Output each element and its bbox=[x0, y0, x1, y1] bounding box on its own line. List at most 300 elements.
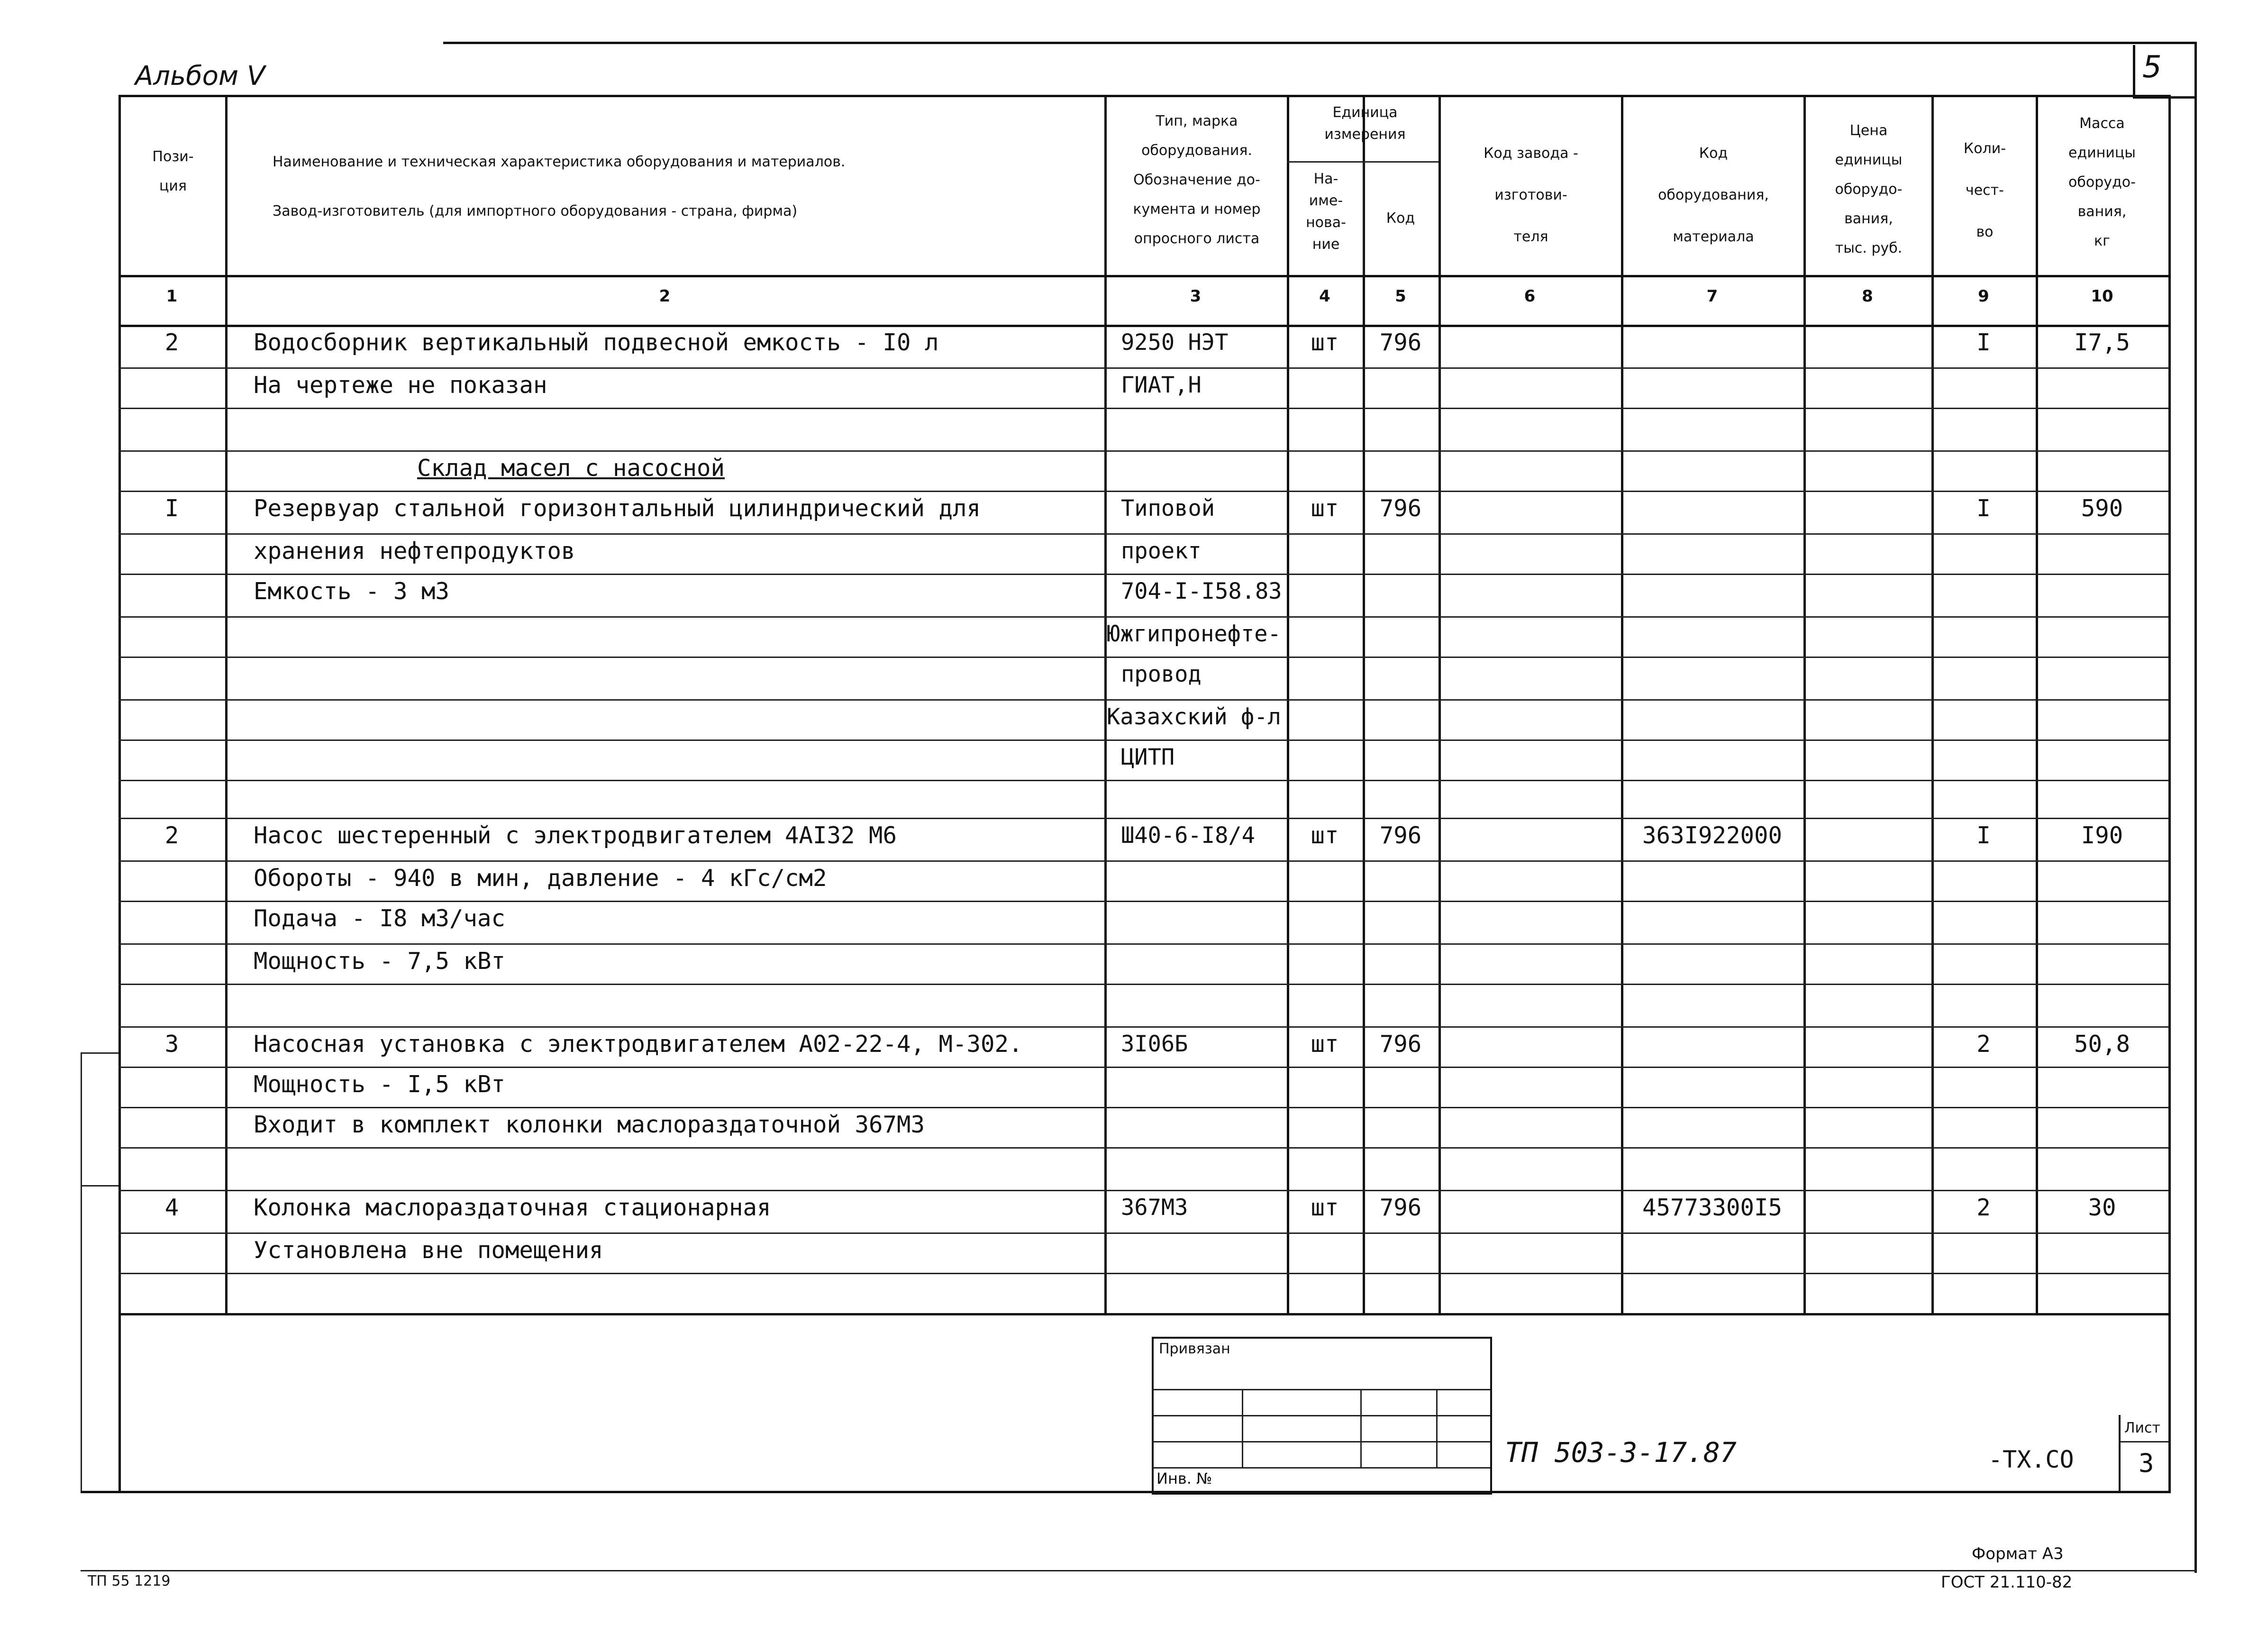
row-12-price bbox=[1803, 821, 1931, 864]
row-8-eq bbox=[1621, 660, 1803, 703]
row-2-unit bbox=[1287, 411, 1363, 454]
row-0-name: Водосборник вертикальный подвесной емкость - I0 л bbox=[254, 329, 939, 356]
row-7-unit bbox=[1287, 620, 1363, 660]
row-22-unit bbox=[1287, 1236, 1363, 1277]
row-9-qty bbox=[1931, 703, 2036, 743]
row-5-pos bbox=[118, 537, 225, 577]
row-13-price bbox=[1803, 864, 1931, 904]
frame-top-line bbox=[443, 42, 2197, 44]
column-line-5 bbox=[1438, 95, 1441, 1313]
row-18-code bbox=[1363, 1070, 1438, 1111]
row-8-mass bbox=[2036, 660, 2168, 703]
row-9-mass bbox=[2036, 703, 2168, 743]
row-2-code bbox=[1363, 411, 1438, 454]
row-17-name: Насосная установка с электродвигателем А02-22-4, М-302. bbox=[254, 1031, 1023, 1058]
sheet-box-divider bbox=[2119, 1441, 2171, 1442]
row-4-mfr bbox=[1438, 494, 1621, 537]
row-17-type: 3I06Б bbox=[1121, 1031, 1188, 1057]
row-10-pos bbox=[118, 743, 225, 784]
row-21-price bbox=[1803, 1194, 1931, 1236]
frame-bottom-outer bbox=[1830, 1570, 2197, 1571]
stamp-line-4 bbox=[1152, 1467, 1490, 1469]
header-price: Цена единицы оборудо- вания, тыс. руб. bbox=[1835, 122, 1903, 256]
row-12-type: Ш40-6-I8/4 bbox=[1121, 822, 1255, 849]
row-3-type bbox=[1107, 454, 1287, 494]
row-10-price bbox=[1803, 743, 1931, 784]
row-divider-5 bbox=[118, 533, 2168, 535]
stamp-line-3 bbox=[1152, 1441, 1490, 1442]
row-10-eq bbox=[1621, 743, 1803, 784]
row-6-price bbox=[1803, 577, 1931, 620]
row-13-mass bbox=[2036, 864, 2168, 904]
header-name bbox=[228, 137, 1104, 236]
row-1-qty bbox=[1931, 371, 2036, 411]
row-6-qty bbox=[1931, 577, 2036, 620]
row-16-eq bbox=[1621, 987, 1803, 1030]
sheet-label: Лист bbox=[2124, 1420, 2161, 1436]
row-15-unit bbox=[1287, 947, 1363, 987]
row-divider-4 bbox=[118, 491, 2168, 492]
row-0-type: 9250 НЭТ bbox=[1121, 329, 1229, 356]
row-6-mass bbox=[2036, 577, 2168, 620]
row-13-code bbox=[1363, 864, 1438, 904]
row-3-mass bbox=[2036, 454, 2168, 494]
row-9-eq bbox=[1621, 703, 1803, 743]
row-17-qty: 2 bbox=[1976, 1031, 1991, 1058]
row-22-eq bbox=[1621, 1236, 1803, 1277]
row-20-mass bbox=[2036, 1151, 2168, 1194]
row-2-mass bbox=[2036, 411, 2168, 454]
row-22-mass bbox=[2036, 1236, 2168, 1277]
row-23-mass bbox=[2036, 1277, 2168, 1317]
row-5-qty bbox=[1931, 537, 2036, 577]
row-divider-20 bbox=[118, 1147, 2168, 1149]
row-14-eq bbox=[1621, 904, 1803, 947]
row-13-qty bbox=[1931, 864, 2036, 904]
row-10-type: ЦИТП bbox=[1121, 744, 1175, 770]
row-12-qty: I bbox=[1976, 822, 1991, 849]
row-16-type bbox=[1107, 987, 1287, 1030]
row-divider-17 bbox=[118, 1026, 2168, 1028]
row-19-mass bbox=[2036, 1111, 2168, 1151]
right-frame-lower bbox=[2168, 1313, 2171, 1491]
row-11-mfr bbox=[1438, 784, 1621, 821]
row-divider-10 bbox=[118, 739, 2168, 741]
stamp-vline-2 bbox=[1360, 1389, 1362, 1467]
row-15-eq bbox=[1621, 947, 1803, 987]
row-7-mass bbox=[2036, 620, 2168, 660]
row-14-pos bbox=[118, 904, 225, 947]
column-number-3: 3 bbox=[1190, 287, 1202, 306]
row-12-unit: шт bbox=[1311, 822, 1339, 849]
row-10-mfr bbox=[1438, 743, 1621, 784]
row-21-mfr bbox=[1438, 1194, 1621, 1236]
row-13-type bbox=[1107, 864, 1287, 904]
row-3-price bbox=[1803, 454, 1931, 494]
left-margin-tick-2 bbox=[81, 1185, 118, 1187]
row-23-code bbox=[1363, 1277, 1438, 1317]
row-16-price bbox=[1803, 987, 1931, 1030]
row-17-mfr bbox=[1438, 1030, 1621, 1070]
album-label: Альбом V bbox=[135, 61, 265, 91]
row-1-eq bbox=[1621, 371, 1803, 411]
header-bottom-line bbox=[118, 275, 2168, 277]
row-divider-7 bbox=[118, 616, 2168, 618]
row-18-eq bbox=[1621, 1070, 1803, 1111]
row-8-code bbox=[1363, 660, 1438, 703]
row-divider-11 bbox=[118, 780, 2168, 781]
row-15-type bbox=[1107, 947, 1287, 987]
row-1-unit bbox=[1287, 371, 1363, 411]
row-divider-3 bbox=[118, 450, 2168, 452]
row-18-unit bbox=[1287, 1070, 1363, 1111]
row-12-pos: 2 bbox=[164, 822, 179, 849]
row-16-unit bbox=[1287, 987, 1363, 1030]
row-20-price bbox=[1803, 1151, 1931, 1194]
row-21-name: Колонка маслораздаточная стационарная bbox=[254, 1194, 771, 1221]
row-16-mass bbox=[2036, 987, 2168, 1030]
row-3-unit bbox=[1287, 454, 1363, 494]
row-17-price bbox=[1803, 1030, 1931, 1070]
row-16-qty bbox=[1931, 987, 2036, 1030]
row-14-mass bbox=[2036, 904, 2168, 947]
column-number-7: 7 bbox=[1706, 287, 1718, 306]
row-19-type bbox=[1107, 1111, 1287, 1151]
column-line-2 bbox=[1104, 95, 1107, 1313]
header-unit-name: На- име- нова- ние bbox=[1306, 171, 1346, 253]
row-0-code: 796 bbox=[1379, 329, 1422, 356]
row-18-pos bbox=[118, 1070, 225, 1111]
column-number-10: 10 bbox=[2091, 287, 2113, 306]
row-4-qty: I bbox=[1976, 495, 1991, 522]
column-line-6 bbox=[1621, 95, 1623, 1313]
row-6-unit bbox=[1287, 577, 1363, 620]
row-14-mfr bbox=[1438, 904, 1621, 947]
row-22-pos bbox=[118, 1236, 225, 1277]
header-quantity: Коли- чест- во bbox=[1963, 140, 2006, 240]
row-11-unit bbox=[1287, 784, 1363, 821]
column-number-5: 5 bbox=[1395, 287, 1406, 306]
footer-gost: ГОСТ 21.110-82 bbox=[1941, 1573, 2073, 1592]
row-15-pos bbox=[118, 947, 225, 987]
header-type: Тип, марка оборудования. Обозначение до- кумента и номер опросного листа bbox=[1133, 113, 1261, 247]
footer-format: Формат А3 bbox=[1972, 1544, 2064, 1563]
row-14-price bbox=[1803, 904, 1931, 947]
row-22-code bbox=[1363, 1236, 1438, 1277]
footer-line bbox=[81, 1570, 1830, 1571]
column-line-10 bbox=[2168, 95, 2171, 1313]
column-number-9: 9 bbox=[1978, 287, 1989, 306]
header-unit-code: Код bbox=[1386, 210, 1415, 227]
row-19-pos bbox=[118, 1111, 225, 1151]
row-divider-2 bbox=[118, 408, 2168, 409]
row-10-unit bbox=[1287, 743, 1363, 784]
row-divider-16 bbox=[118, 984, 2168, 985]
row-7-code bbox=[1363, 620, 1438, 660]
row-9-price bbox=[1803, 703, 1931, 743]
row-20-qty bbox=[1931, 1151, 2036, 1194]
column-number-8: 8 bbox=[1862, 287, 1873, 306]
row-0-eq bbox=[1621, 329, 1803, 371]
row-9-unit bbox=[1287, 703, 1363, 743]
row-19-mfr bbox=[1438, 1111, 1621, 1151]
row-divider-18 bbox=[118, 1067, 2168, 1068]
row-8-mfr bbox=[1438, 660, 1621, 703]
page-number: 5 bbox=[2142, 50, 2162, 85]
stamp-suffix: -ТХ.СО bbox=[1988, 1446, 2074, 1473]
row-0-unit: шт bbox=[1311, 329, 1339, 356]
row-4-type: Типовой bbox=[1121, 495, 1215, 521]
row-4-name: Резервуар стальной горизонтальный цилиндрический для bbox=[254, 495, 981, 522]
row-20-eq bbox=[1621, 1151, 1803, 1194]
row-22-qty bbox=[1931, 1236, 2036, 1277]
row-18-type bbox=[1107, 1070, 1287, 1111]
row-1-mass bbox=[2036, 371, 2168, 411]
row-5-price bbox=[1803, 537, 1931, 577]
row-13-unit bbox=[1287, 864, 1363, 904]
row-5-code bbox=[1363, 537, 1438, 577]
row-3-name: Склад масел с насосной bbox=[417, 455, 725, 482]
row-23-price bbox=[1803, 1277, 1931, 1317]
row-21-pos: 4 bbox=[164, 1194, 179, 1221]
unit-subcolumn-line bbox=[1363, 161, 1364, 275]
row-11-eq bbox=[1621, 784, 1803, 821]
left-margin-tick-1 bbox=[81, 1052, 118, 1054]
column-line-3 bbox=[1287, 95, 1289, 1313]
row-19-name: Входит в комплект колонки маслораздаточной 367М3 bbox=[254, 1111, 925, 1138]
column-line-9 bbox=[2036, 95, 2038, 1313]
row-12-name: Насос шестеренный с электродвигателем 4АI32 М6 bbox=[254, 822, 897, 849]
row-20-unit bbox=[1287, 1151, 1363, 1194]
row-8-pos bbox=[118, 660, 225, 703]
stamp-line-2 bbox=[1152, 1415, 1490, 1416]
header-name-text: Наименование и техническая характеристика оборудования и материалов. Завод-изготовитель (для импортного оборудования - страна, фирма) bbox=[273, 154, 846, 219]
row-13-name: Обороты - 940 в мин, давление - 4 кГс/см2 bbox=[254, 865, 827, 892]
row-7-mfr bbox=[1438, 620, 1621, 660]
row-13-eq bbox=[1621, 864, 1803, 904]
stamp-vline-1 bbox=[1242, 1389, 1243, 1467]
row-20-type bbox=[1107, 1151, 1287, 1194]
row-23-type bbox=[1107, 1277, 1287, 1317]
row-12-code: 796 bbox=[1379, 822, 1422, 849]
stamp-vline-3 bbox=[1436, 1389, 1438, 1467]
frame-bottom-line bbox=[81, 1491, 2171, 1493]
row-19-price bbox=[1803, 1111, 1931, 1151]
row-15-mfr bbox=[1438, 947, 1621, 987]
row-5-name: хранения нефтепродуктов bbox=[254, 538, 575, 565]
row-15-mass bbox=[2036, 947, 2168, 987]
row-3-qty bbox=[1931, 454, 2036, 494]
row-4-price bbox=[1803, 494, 1931, 537]
row-14-type bbox=[1107, 904, 1287, 947]
column-line-4 bbox=[1363, 95, 1365, 1313]
row-0-price bbox=[1803, 329, 1931, 371]
header-position: Пози- ция bbox=[152, 148, 194, 194]
row-divider-14 bbox=[118, 901, 2168, 902]
row-2-qty bbox=[1931, 411, 2036, 454]
row-4-pos: I bbox=[164, 495, 179, 522]
row-8-unit bbox=[1287, 660, 1363, 703]
row-2-price bbox=[1803, 411, 1931, 454]
row-9-mfr bbox=[1438, 703, 1621, 743]
row-22-name: Установлена вне помещения bbox=[254, 1237, 603, 1264]
column-number-2: 2 bbox=[659, 287, 671, 306]
row-5-eq bbox=[1621, 537, 1803, 577]
row-5-mass bbox=[2036, 537, 2168, 577]
stamp-privyazan: Привязан bbox=[1159, 1341, 1230, 1357]
row-11-pos bbox=[118, 784, 225, 821]
row-divider-21 bbox=[118, 1190, 2168, 1191]
row-7-qty bbox=[1931, 620, 2036, 660]
row-13-pos bbox=[118, 864, 225, 904]
frame-right-line bbox=[2194, 42, 2197, 1573]
row-4-mass: 590 bbox=[2081, 495, 2123, 522]
row-9-code bbox=[1363, 703, 1438, 743]
row-17-code: 796 bbox=[1379, 1031, 1422, 1058]
row-11-code bbox=[1363, 784, 1438, 821]
row-9-pos bbox=[118, 703, 225, 743]
row-8-qty bbox=[1931, 660, 2036, 703]
row-divider-23 bbox=[118, 1273, 2168, 1274]
row-6-eq bbox=[1621, 577, 1803, 620]
row-0-mfr bbox=[1438, 329, 1621, 371]
column-number-1: 1 bbox=[166, 287, 178, 306]
row-7-pos bbox=[118, 620, 225, 660]
row-11-qty bbox=[1931, 784, 2036, 821]
row-20-mfr bbox=[1438, 1151, 1621, 1194]
row-divider-9 bbox=[118, 699, 2168, 701]
row-22-type bbox=[1107, 1236, 1287, 1277]
row-1-pos bbox=[118, 371, 225, 411]
row-1-name: На чертеже не показан bbox=[254, 372, 547, 399]
row-13-mfr bbox=[1438, 864, 1621, 904]
row-11-mass bbox=[2036, 784, 2168, 821]
row-16-pos bbox=[118, 987, 225, 1030]
row-18-qty bbox=[1931, 1070, 2036, 1111]
row-7-eq bbox=[1621, 620, 1803, 660]
column-line-7 bbox=[1803, 95, 1806, 1313]
row-5-type: проект bbox=[1121, 538, 1202, 564]
row-14-code bbox=[1363, 904, 1438, 947]
row-0-mass: I7,5 bbox=[2074, 329, 2130, 356]
row-19-code bbox=[1363, 1111, 1438, 1151]
stamp-inv-no: Инв. № bbox=[1156, 1469, 1212, 1488]
row-22-price bbox=[1803, 1236, 1931, 1277]
row-3-mfr bbox=[1438, 454, 1621, 494]
row-18-mfr bbox=[1438, 1070, 1621, 1111]
row-9-type: Казахский ф-л bbox=[1107, 704, 1281, 730]
row-18-name: Мощность - I,5 кВт bbox=[254, 1071, 506, 1098]
row-20-pos bbox=[118, 1151, 225, 1194]
row-0-pos: 2 bbox=[164, 329, 179, 356]
row-12-mass: I90 bbox=[2081, 822, 2123, 849]
left-frame-lower bbox=[118, 1313, 121, 1491]
row-23-pos bbox=[118, 1277, 225, 1317]
row-4-unit: шт bbox=[1311, 495, 1339, 522]
row-10-mass bbox=[2036, 743, 2168, 784]
sheet-number: 3 bbox=[2139, 1448, 2154, 1478]
row-6-name: Емкость - 3 м3 bbox=[254, 578, 450, 605]
table-top-line bbox=[118, 95, 2168, 97]
row-12-eq: 363I922000 bbox=[1642, 822, 1782, 849]
row-20-code bbox=[1363, 1151, 1438, 1194]
row-divider-6 bbox=[118, 574, 2168, 575]
row-21-unit: шт bbox=[1311, 1194, 1339, 1221]
row-14-qty bbox=[1931, 904, 2036, 947]
row-5-unit bbox=[1287, 537, 1363, 577]
row-6-pos bbox=[118, 577, 225, 620]
footer-left-code: ТП 55 1219 bbox=[88, 1573, 171, 1589]
row-divider-12 bbox=[118, 818, 2168, 819]
row-2-eq bbox=[1621, 411, 1803, 454]
header-unit-group: Единица измерения bbox=[1324, 104, 1406, 143]
row-6-code bbox=[1363, 577, 1438, 620]
row-1-type: ГИАТ,Н bbox=[1121, 372, 1202, 398]
column-line-1 bbox=[225, 95, 228, 1313]
row-21-type: 367М3 bbox=[1121, 1195, 1188, 1221]
row-23-mfr bbox=[1438, 1277, 1621, 1317]
row-21-code: 796 bbox=[1379, 1194, 1422, 1221]
row-2-type bbox=[1107, 411, 1287, 454]
row-11-type bbox=[1107, 784, 1287, 821]
row-divider-8 bbox=[118, 657, 2168, 658]
header-mfr-code: Код завода - изготови- теля bbox=[1484, 145, 1578, 245]
row-3-code bbox=[1363, 454, 1438, 494]
row-23-qty bbox=[1931, 1277, 2036, 1317]
row-23-unit bbox=[1287, 1277, 1363, 1317]
row-0-qty: I bbox=[1976, 329, 1991, 356]
row-divider-22 bbox=[118, 1232, 2168, 1234]
row-1-mfr bbox=[1438, 371, 1621, 411]
row-divider-15 bbox=[118, 943, 2168, 945]
row-22-mfr bbox=[1438, 1236, 1621, 1277]
row-15-qty bbox=[1931, 947, 2036, 987]
row-14-name: Подача - I8 м3/час bbox=[254, 905, 506, 932]
row-16-code bbox=[1363, 987, 1438, 1030]
row-21-mass: 30 bbox=[2088, 1194, 2116, 1221]
row-divider-19 bbox=[118, 1107, 2168, 1108]
row-divider-1 bbox=[118, 367, 2168, 369]
row-3-eq bbox=[1621, 454, 1803, 494]
row-17-mass: 50,8 bbox=[2074, 1031, 2130, 1058]
column-number-6: 6 bbox=[1524, 287, 1536, 306]
row-4-eq bbox=[1621, 494, 1803, 537]
row-4-code: 796 bbox=[1379, 495, 1422, 522]
row-17-pos: 3 bbox=[164, 1031, 179, 1058]
row-8-price bbox=[1803, 660, 1931, 703]
row-10-code bbox=[1363, 743, 1438, 784]
row-6-type: 704-I-I58.83 bbox=[1121, 578, 1282, 604]
row-7-type: Южгипронефте- bbox=[1107, 621, 1281, 647]
row-2-mfr bbox=[1438, 411, 1621, 454]
row-11-price bbox=[1803, 784, 1931, 821]
row-6-mfr bbox=[1438, 577, 1621, 620]
row-15-code bbox=[1363, 947, 1438, 987]
row-19-unit bbox=[1287, 1111, 1363, 1151]
row-16-mfr bbox=[1438, 987, 1621, 1030]
row-21-eq: 45773300I5 bbox=[1642, 1194, 1782, 1221]
stamp-designation: ТП 503-3-17.87 bbox=[1505, 1436, 1737, 1469]
row-18-mass bbox=[2036, 1070, 2168, 1111]
header-mass: Масса единицы оборудо- вания, кг bbox=[2068, 115, 2136, 249]
row-7-price bbox=[1803, 620, 1931, 660]
row-10-qty bbox=[1931, 743, 2036, 784]
row-21-qty: 2 bbox=[1976, 1194, 1991, 1221]
row-15-price bbox=[1803, 947, 1931, 987]
row-23-eq bbox=[1621, 1277, 1803, 1317]
row-8-type: провод bbox=[1121, 661, 1202, 687]
left-margin-line bbox=[81, 1052, 82, 1493]
